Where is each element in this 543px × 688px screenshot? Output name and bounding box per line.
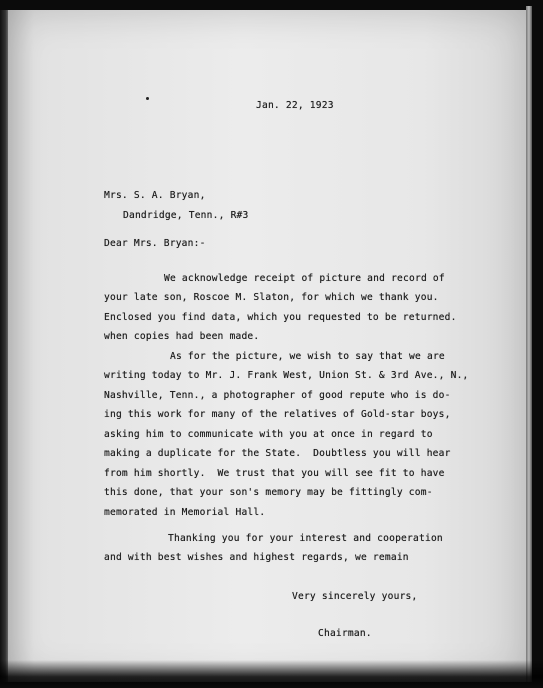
complimentary-close: Very sincerely yours, (292, 591, 418, 602)
body-line: from him shortly. We trust that you will see fit to have (104, 468, 445, 479)
salutation: Dear Mrs. Bryan:- (104, 238, 206, 249)
body-line: this done, that your son's memory may be fittingly com- (104, 487, 433, 498)
body-line: ing this work for many of the relatives of Gold-star boys, (104, 409, 451, 420)
body-line: Nashville, Tenn., a photographer of good repute who is do- (104, 390, 451, 401)
body-line: making a duplicate for the State. Doubtless you will hear (104, 448, 451, 459)
body-line: memorated in Memorial Hall. (104, 507, 266, 518)
body-line: and with best wishes and highest regards, we remain (104, 552, 409, 563)
body-line: your late son, Roscoe M. Slaton, for which we thank you. (104, 292, 439, 303)
recipient-address: Dandridge, Tenn., R#3 (123, 210, 249, 221)
body-line: We acknowledge receipt of picture and record of (164, 273, 445, 284)
body-line: Enclosed you find data, which you requested to be returned. (104, 312, 457, 323)
recipient-name: Mrs. S. A. Bryan, (104, 190, 206, 201)
body-line: when copies had been made. (104, 331, 260, 342)
body-line: asking him to communicate with you at once in regard to (104, 429, 433, 440)
body-line: Thanking you for your interest and cooperation (168, 533, 443, 544)
letter-date: Jan. 22, 1923 (256, 100, 334, 111)
ink-speck (146, 97, 149, 100)
body-line: As for the picture, we wish to say that we are (170, 351, 445, 362)
film-border-bottom (0, 660, 543, 688)
body-line: writing today to Mr. J. Frank West, Union St. & 3rd Ave., N., (104, 370, 469, 381)
signature-title: Chairman. (318, 628, 372, 639)
